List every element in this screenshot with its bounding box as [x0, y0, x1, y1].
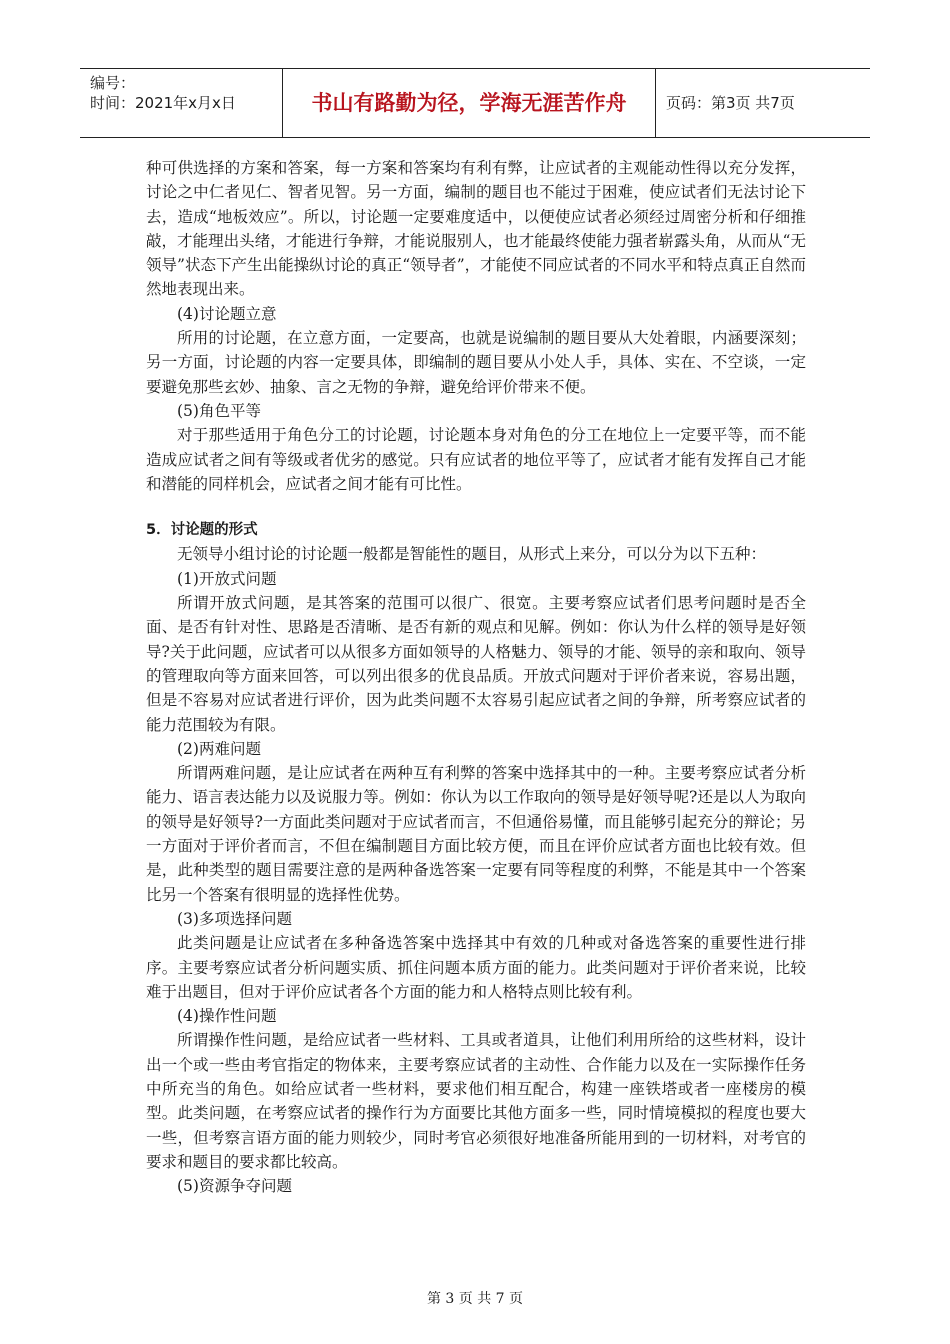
header-page-info: 页码：第3页 共7页	[666, 94, 795, 112]
paragraph: 对于那些适用于角色分工的讨论题，讨论题本身对角色的分工在地位上一定要平等，而不能造成应试者之间有等级或者优劣的感觉。只有应试者的地位平等了，应试者才能有发挥自己才能和潜能的同样机会，应试者之间才能有可比性。	[146, 426, 806, 493]
paragraph: 无领导小组讨论的讨论题一般都是智能性的题目，从形式上来分，可以分为以下五种：	[177, 545, 767, 564]
paragraph: 所谓开放式问题，是其答案的范围可以很广、很宽。主要考察应试者们思考问题时是否全面、是否有针对性、思路是否清晰、是否有新的观点和见解。例如：你认为什么样的领导是好领导?关于此问题，应试者可以从很多方面如领导的人格魅力、领导的才能、领导的亲和取向、领导的管理取向等方面来回答，可以列出很多的优良品质。开放式问题对于评价者来说，容易出题，但是不容易对应试者进行评价，因为此类问题不太容易引起应试者之间的争辩，所考察应试者的能力范围较为有限。	[146, 594, 806, 734]
subheading: (5)资源争夺问题	[177, 1177, 292, 1196]
header-divider-left	[282, 69, 283, 137]
section-heading: 5．讨论题的形式	[146, 522, 258, 539]
subheading: (3)多项选择问题	[177, 909, 292, 928]
document-body	[146, 156, 806, 1198]
document-number-label: 编号：	[90, 74, 136, 92]
paragraph: 所谓操作性问题，是给应试者一些材料、工具或者道具，让他们利用所给的这些材料，设计出一个或一些由考官指定的物体来，主要考察应试者的主动性、合作能力以及在一实际操作任务中所充当的角色。如给应试者一些材料，要求他们相互配合，构建一座铁塔或者一座楼房的模型。此类问题，在考察应试者的操作行为方面要比其他方面多一些，同时情境模拟的程度也要大一些，但考察言语方面的能力则较少，同时考官必须很好地准备所能用到的一切材料，对考官的要求和题目的要求都比较高。	[146, 1031, 806, 1171]
subheading: (1)开放式问题	[177, 569, 277, 588]
header-meta	[90, 73, 280, 113]
paragraph: 所用的讨论题，在立意方面，一定要高，也就是说编制的题目要从大处着眼，内涵要深刻；另一方面，讨论题的内容一定要具体，即编制的题目要从小处人手，具体、实在、不空谈，一定要避免那些玄妙、抽象、言之无物的争辩，避免给评价带来不便。	[146, 329, 806, 396]
subheading: (4)讨论题立意	[177, 304, 277, 323]
paragraph: 所谓两难问题，是让应试者在两种互有利弊的答案中选择其中的一种。主要考察应试者分析能力、语言表达能力以及说服力等。例如：你认为以工作取向的领导是好领导呢?还是以人为取向的领导是好领导?一方面此类问题对于应试者而言，不但通俗易懂，而且能够引起充分的辩论；另一方面对于评价者而言，不但在编制题目方面比较方便，而且在评价应试者方面也比较有效。但是，此种类型的题目需要注意的是两种备选答案一定要有同等程度的利弊，不能是其中一个答案比另一个答案有很明显的选择性优势。	[146, 764, 806, 904]
document-date: 时间：2021年x月x日	[90, 94, 236, 112]
page-header	[80, 68, 870, 138]
subheading: (2)两难问题	[177, 739, 261, 758]
subheading: (5)角色平等	[177, 401, 261, 420]
paragraph: 此类问题是让应试者在多种备选答案中选择其中有效的几种或对备选答案的重要性进行排序。主要考察应试者分析问题实质、抓住问题本质方面的能力。此类问题对于评价者来说，比较难于出题目，但对于评价应试者各个方面的能力和人格特点则比较有利。	[146, 934, 806, 1001]
page-footer: 第 3 页 共 7 页	[426, 1291, 524, 1307]
header-motto: 书山有路勤为径，学海无涯苦作舟	[311, 91, 627, 115]
header-divider-right	[655, 69, 656, 137]
subheading: (4)操作性问题	[177, 1007, 277, 1026]
paragraph: 种可供选择的方案和答案，每一方案和答案均有利有弊，让应试者的主观能动性得以充分发挥，讨论之中仁者见仁、智者见智。另一方面，编制的题目也不能过于困难，使应试者们无法讨论下去，造成“地板效应”。所以，讨论题一定要难度适中，以便使应试者必须经过周密分析和仔细推敲，才能理出头绪，才能进行争辩，才能说服别人，也才能最终使能力强者崭露头角，从而从“无领导”状态下产生出能操纵讨论的真正“领导者”，才能使不同应试者的不同水平和特点真正自然而然地表现出来。	[146, 159, 806, 299]
